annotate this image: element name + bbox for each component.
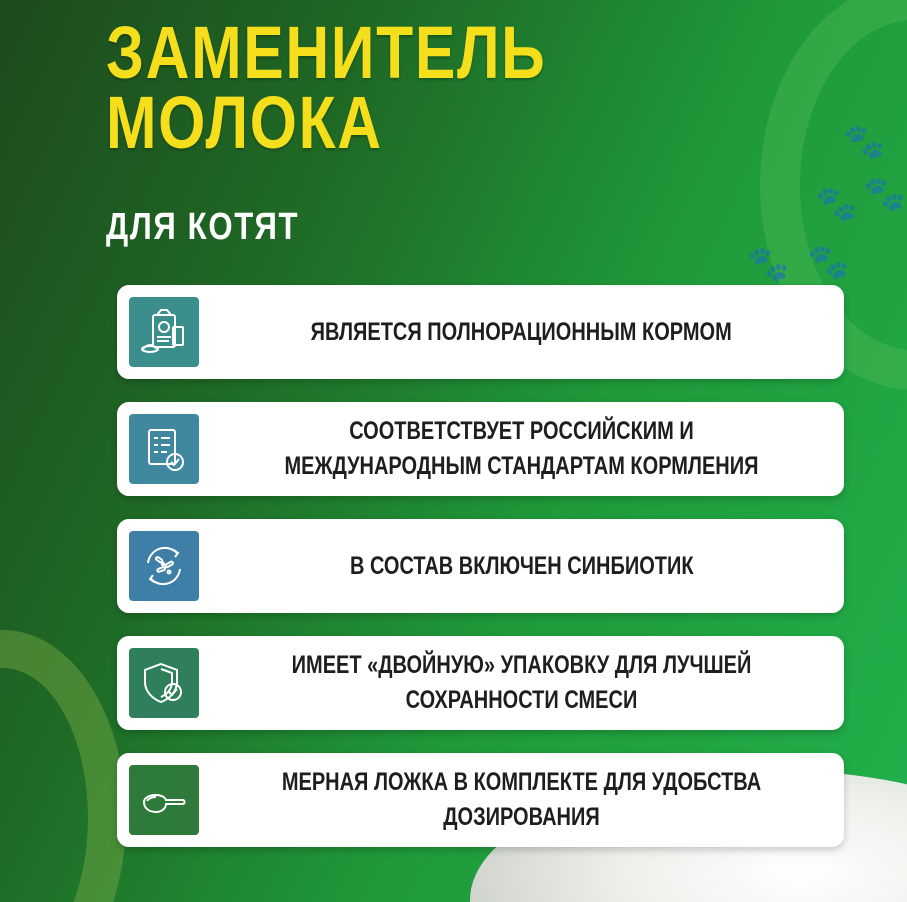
page-title <box>106 11 547 164</box>
feature-text: ИМЕЕТ «ДВОЙНУЮ» УПАКОВКУ ДЛЯ ЛУЧШЕЙ СОХРАННОСТИ СМЕСИ <box>291 651 752 714</box>
feature-card-measuring-spoon <box>117 753 844 847</box>
paw-icon: 🐾 <box>747 245 790 283</box>
paw-icon: 🐾 <box>807 243 850 281</box>
feature-card-complete-food <box>117 285 844 379</box>
feature-card-standards <box>117 402 844 496</box>
checklist-icon <box>129 414 199 484</box>
feature-card-synbiotic <box>117 519 844 613</box>
probiotic-icon <box>129 531 199 601</box>
shield-check-icon <box>129 648 199 718</box>
paw-icon: 🐾 <box>863 175 906 213</box>
paw-icon: 🐾 <box>843 123 886 161</box>
feature-text: СООТВЕТСТВУЕТ РОССИЙСКИМ И МЕЖДУНАРОДНЫМ СТАНДАРТАМ КОРМЛЕНИЯ <box>284 417 759 480</box>
decorative-ring-left <box>0 630 126 902</box>
feature-text: В СОСТАВ ВКЛЮЧЕН СИНБИОТИК <box>349 551 694 580</box>
feature-text: ЯВЛЯЕТСЯ ПОЛНОРАЦИОННЫМ КОРМОМ <box>310 317 733 346</box>
paw-prints <box>745 115 905 295</box>
feature-text: МЕРНАЯ ЛОЖКА В КОМПЛЕКТЕ ДЛЯ УДОБСТВА ДОЗИРОВАНИЯ <box>281 768 762 831</box>
page-subtitle: ДЛЯ КОТЯТ <box>106 206 300 248</box>
paw-icon: 🐾 <box>815 185 858 223</box>
measuring-spoon-icon <box>129 765 199 835</box>
feature-card-double-packaging <box>117 636 844 730</box>
title-line-1: ЗАМЕНИТЕЛЬ <box>106 11 547 94</box>
title-line-2: МОЛОКА <box>106 81 383 164</box>
food-package-icon <box>129 297 199 367</box>
